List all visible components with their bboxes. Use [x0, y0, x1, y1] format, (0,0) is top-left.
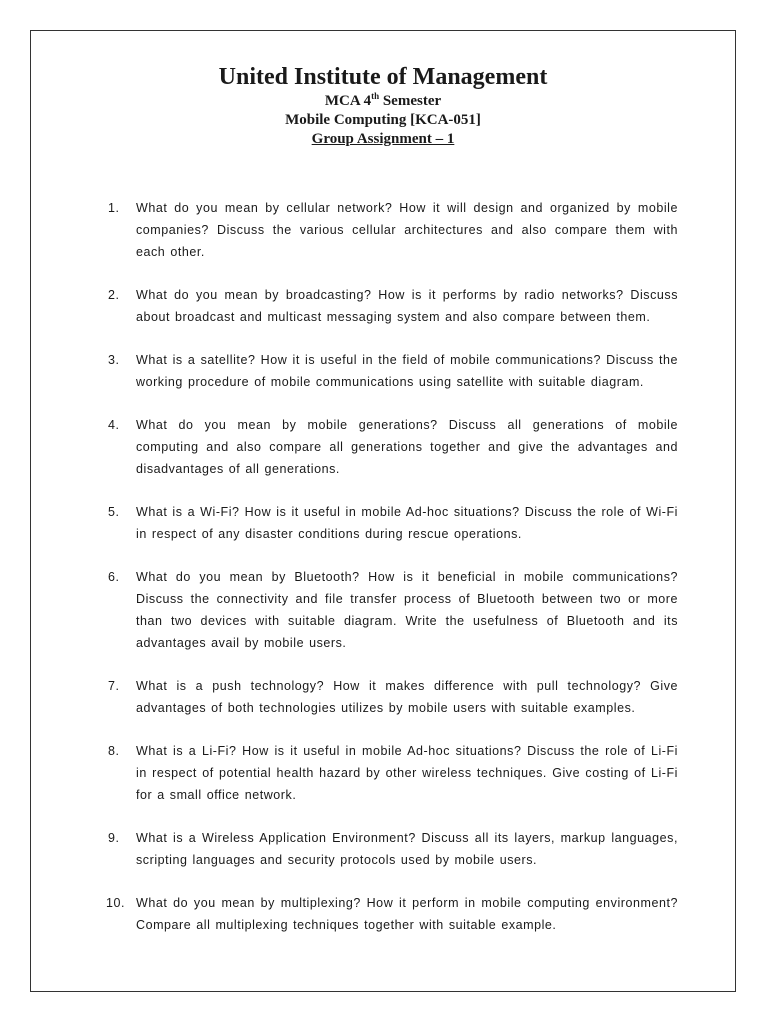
question-number: 7. [108, 679, 120, 693]
question-number: 5. [108, 505, 120, 519]
question-text: What is a Wi-Fi? How is it useful in mobile Ad-hoc situations? Discuss the role of Wi-Fi in respect of any disaster conditions during rescue operations. [136, 505, 678, 541]
program-line [30, 92, 736, 111]
question-number: 10. [106, 896, 126, 910]
question-text: What is a Wireless Application Environment? Discuss all its layers, markup languages, scripting languages and security protocols used by mobile users. [136, 831, 678, 867]
question-text: What do you mean by multiplexing? How it perform in mobile computing environment? Compare all multiplexing techniques together with suitable example. [136, 896, 678, 932]
question-item [108, 566, 678, 654]
course-title: Mobile Computing [KCA-051] [285, 112, 481, 128]
question-number: 3. [108, 353, 120, 367]
question-text: What do you mean by cellular network? How it will design and organized by mobile companies? Discuss the various cellular architectures and also compare them with each other. [136, 201, 678, 259]
question-text: What do you mean by mobile generations? Discuss all generations of mobile computing and also compare all generations together and give the advantages and disadvantages of all generations. [136, 418, 678, 476]
assignment-title: Group Assignment – 1 [311, 131, 455, 147]
program-prefix: MCA 4 [324, 93, 372, 109]
question-item [108, 349, 678, 393]
question-number: 9. [108, 831, 120, 845]
question-number: 8. [108, 744, 120, 758]
question-number: 2. [108, 288, 120, 302]
question-item [108, 197, 678, 263]
question-item [108, 740, 678, 806]
question-text: What is a Li-Fi? How is it useful in mobile Ad-hoc situations? Discuss the role of Li-Fi in respect of potential health hazard by other wireless techniques. Give costing of Li-Fi for a small office network. [136, 744, 678, 802]
program-suffix: Semester [379, 93, 442, 109]
question-item [108, 892, 678, 936]
question-text: What do you mean by Bluetooth? How is it beneficial in mobile communications? Discuss the connectivity and file transfer process of Bluetooth between two or more than two devices with suitable diagram. Write the usefulness of Bluetooth and its advantages avail by mobile users. [136, 570, 678, 650]
question-number: 6. [108, 570, 120, 584]
question-text: What is a push technology? How it makes difference with pull technology? Give advantages of both technologies utilizes by mobile users with suitable examples. [136, 679, 678, 715]
question-item [108, 501, 678, 545]
question-item [108, 675, 678, 719]
question-item [108, 827, 678, 871]
program-superscript: th [371, 91, 380, 101]
question-number: 1. [108, 201, 120, 215]
question-text: What is a satellite? How it is useful in the field of mobile communications? Discuss the working procedure of mobile communications using satellite with suitable diagram. [136, 353, 678, 389]
document-header [30, 62, 736, 149]
question-text: What do you mean by broadcasting? How is it performs by radio networks? Discuss about broadcast and multicast messaging system and also compare between them. [136, 288, 678, 324]
question-number: 4. [108, 418, 120, 432]
question-item [108, 414, 678, 480]
question-list [108, 197, 678, 957]
institute-title: United Institute of Management [218, 64, 548, 90]
question-item [108, 284, 678, 328]
